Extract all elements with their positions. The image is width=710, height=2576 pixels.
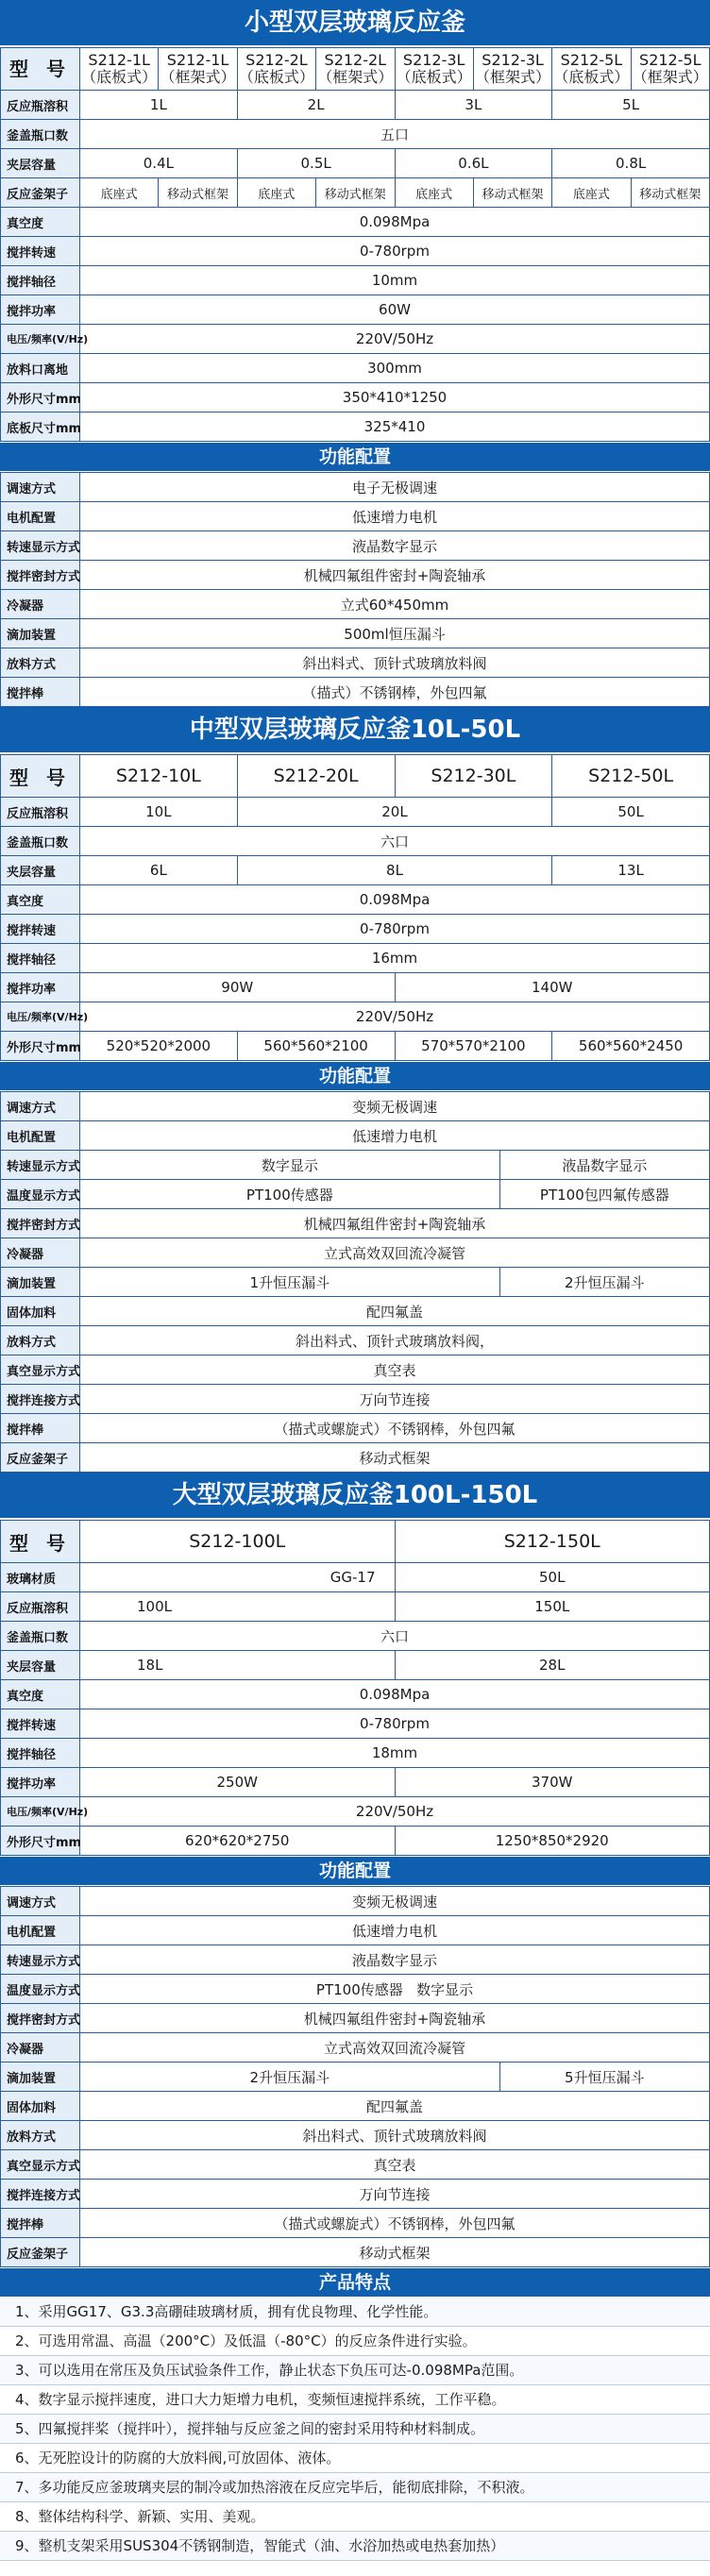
row-label: 搅拌棒 [1, 678, 80, 707]
value-cell: 500ml恒压漏斗 [80, 619, 710, 648]
feature-item: 9、整机支架采用SUS304不锈钢制造，智能式（油、水浴加热或电热套加热） [0, 2532, 710, 2561]
value-cell: 100L [80, 1592, 396, 1622]
row-label: 电机配置 [1, 502, 80, 531]
model-cell: S212-30L [395, 755, 552, 798]
value-cell: 底座式 [80, 178, 159, 208]
value-cell: 0-780rpm [80, 237, 710, 266]
spec-row [1, 91, 710, 120]
func-row [1, 2209, 710, 2238]
model-row [1, 755, 710, 798]
value-cell: 移动式框架 [80, 1443, 710, 1473]
spec-row [1, 973, 710, 1002]
row-label: 搅拌轴径 [1, 1739, 80, 1768]
value-cell: 1升恒压漏斗 [80, 1268, 500, 1297]
row-label: 放料方式 [1, 2121, 80, 2150]
func-row [1, 1414, 710, 1443]
value-cell: 机械四氟组件密封+陶瓷轴承 [80, 2004, 710, 2033]
value-cell: 10mm [80, 266, 710, 295]
row-label: 滴加装置 [1, 1268, 80, 1297]
model-cell: S212-100L [80, 1521, 396, 1563]
spec-row [1, 149, 710, 178]
row-label: 釜盖瓶口数 [1, 827, 80, 856]
spec-row [1, 1797, 710, 1827]
spec-row [1, 856, 710, 885]
value-cell: 0.4L [80, 149, 238, 178]
value-cell: 斜出料式、顶针式玻璃放料阀 [80, 2121, 710, 2150]
value-cell: 560*560*2450 [552, 1032, 710, 1061]
feature-item: 6、无死腔设计的防腐的大放料阀,可放固体、液体。 [0, 2444, 710, 2473]
value-cell: 万向节连接 [80, 1385, 710, 1414]
value-cell: 620*620*2750 [80, 1827, 396, 1856]
value-cell: 移动式框架 [631, 178, 709, 208]
value-cell: 数字显示 [80, 1151, 500, 1180]
spec-row [1, 120, 710, 149]
row-label: 外形尺寸mm [1, 383, 80, 412]
value-cell: 16mm [80, 944, 710, 973]
func-row [1, 2238, 710, 2267]
func-row [1, 1887, 710, 1916]
spec-row [1, 295, 710, 325]
row-label: 搅拌转速 [1, 1709, 80, 1739]
row-label: 搅拌棒 [1, 2209, 80, 2238]
value-cell: 0.5L [237, 149, 395, 178]
value-cell: 斜出料式、顶针式玻璃放料阀 [80, 648, 710, 678]
func-row [1, 2180, 710, 2209]
value-cell: 变频无极调速 [80, 1887, 710, 1916]
value-cell: 0-780rpm [80, 1709, 710, 1739]
value-cell: 560*560*2100 [237, 1032, 395, 1061]
func-row [1, 648, 710, 678]
value-cell: （描式或螺旋式）不锈钢棒，外包四氟 [80, 2209, 710, 2238]
row-label: 玻璃材质 [1, 1563, 80, 1592]
value-cell: 低速增力电机 [80, 1121, 710, 1151]
value-cell: 6L [80, 856, 238, 885]
value-cell: 5L [552, 91, 710, 120]
spec-row [1, 1827, 710, 1856]
spec-row [1, 325, 710, 354]
medium-function-title: 功能配置 [0, 1061, 710, 1091]
value-cell: 五口 [80, 120, 710, 149]
feature-item: 5、四氟搅拌桨（搅拌叶），搅拌轴与反应釜之间的密封采用特种材料制成。 [0, 2415, 710, 2444]
value-cell: 移动式框架 [316, 178, 395, 208]
medium-reactor-title: 中型双层玻璃反应釜10L-50L [0, 707, 710, 754]
row-label: 放料口离地 [1, 354, 80, 383]
value-cell: 0.098Mpa [80, 885, 710, 915]
row-label: 搅拌轴径 [1, 266, 80, 295]
row-label: 反应釜架子 [1, 178, 80, 208]
row-label: 真空度 [1, 1680, 80, 1709]
row-label: 反应瓶溶积 [1, 798, 80, 827]
value-cell: 0.098Mpa [80, 1680, 710, 1709]
row-label: 反应瓶溶积 [1, 91, 80, 120]
small-function-title: 功能配置 [0, 442, 710, 472]
model-cell: S212-10L [80, 755, 238, 798]
row-label: 外形尺寸mm [1, 1827, 80, 1856]
func-row [1, 678, 710, 707]
value-cell: 370W [395, 1768, 710, 1797]
value-cell: 液晶数字显示 [499, 1151, 709, 1180]
func-row [1, 1092, 710, 1121]
value-cell: 220V/50Hz [80, 325, 710, 354]
value-cell: 2L [237, 91, 395, 120]
value-cell: 0.6L [395, 149, 552, 178]
row-label: 温度显示方式 [1, 1975, 80, 2004]
row-label: 反应釜架子 [1, 2238, 80, 2267]
value-cell: 3L [395, 91, 552, 120]
value-cell: 18mm [80, 1739, 710, 1768]
func-row [1, 1297, 710, 1326]
model-label: 型 号 [1, 1521, 80, 1563]
spec-row [1, 1622, 710, 1651]
value-cell: 移动式框架 [80, 2238, 710, 2267]
row-label: 釜盖瓶口数 [1, 1622, 80, 1651]
medium-function-table [0, 1091, 710, 1473]
model-cell: S212-2L （底板式） [237, 48, 315, 91]
value-cell: 50L [552, 798, 710, 827]
func-row [1, 1151, 710, 1180]
value-cell: 机械四氟组件密封+陶瓷轴承 [80, 1209, 710, 1238]
func-row [1, 2004, 710, 2033]
value-cell: 万向节连接 [80, 2180, 710, 2209]
row-label: 调速方式 [1, 1887, 80, 1916]
row-label: 电压/频率(V/Hz) [1, 1002, 80, 1032]
feature-item: 8、整体结构科学、新颖、实用、美观。 [0, 2502, 710, 2532]
spec-row [1, 208, 710, 237]
func-row [1, 2121, 710, 2150]
func-row [1, 1238, 710, 1268]
func-row [1, 1975, 710, 2004]
row-label: 搅拌功率 [1, 1768, 80, 1797]
large-reactor-title: 大型双层玻璃反应釜100L-150L [0, 1473, 710, 1520]
value-cell: 10L [80, 798, 238, 827]
func-row [1, 1945, 710, 1975]
func-row [1, 2150, 710, 2180]
value-cell: 斜出料式、顶针式玻璃放料阀， [80, 1326, 710, 1355]
row-label: 冷凝器 [1, 1238, 80, 1268]
value-cell: 底座式 [552, 178, 631, 208]
value-cell: 570*570*2100 [395, 1032, 552, 1061]
func-row [1, 2033, 710, 2062]
feature-item: 3、可以选用在常压及负压试验条件工作，静止状态下负压可达-0.098MPa范围。 [0, 2356, 710, 2385]
small-spec-table [0, 47, 710, 442]
value-cell: 低速增力电机 [80, 502, 710, 531]
row-label: 搅拌功率 [1, 973, 80, 1002]
value-cell: 六口 [80, 1622, 710, 1651]
model-row [1, 48, 710, 91]
small-function-table [0, 472, 710, 707]
features-list [0, 2298, 710, 2561]
value-cell: 液晶数字显示 [80, 1945, 710, 1975]
spec-row [1, 1651, 710, 1680]
value-cell: 立式高效双回流冷凝管 [80, 1238, 710, 1268]
func-row [1, 2062, 710, 2092]
spec-row [1, 1592, 710, 1622]
value-cell: 220V/50Hz [80, 1002, 710, 1032]
value-cell: 18L [80, 1651, 396, 1680]
func-row [1, 502, 710, 531]
func-row [1, 1268, 710, 1297]
value-cell: 变频无极调速 [80, 1092, 710, 1121]
value-cell: 真空表 [80, 2150, 710, 2180]
value-cell: 220V/50Hz [80, 1797, 710, 1827]
model-label: 型 号 [1, 755, 80, 798]
feature-item: 7、多功能反应釜玻璃夹层的制冷或加热溶液在反应完毕后，能彻底排除，不积液。 [0, 2473, 710, 2502]
value-cell: 350*410*1250 [80, 383, 710, 412]
spec-row [1, 1563, 710, 1592]
value-cell: 立式高效双回流冷凝管 [80, 2033, 710, 2062]
spec-row [1, 798, 710, 827]
spec-row [1, 1739, 710, 1768]
medium-spec-table [0, 754, 710, 1061]
model-cell: S212-2L （框架式） [316, 48, 395, 91]
spec-row [1, 827, 710, 856]
func-row [1, 2092, 710, 2121]
func-row [1, 1355, 710, 1385]
spec-row [1, 266, 710, 295]
value-cell: 2升恒压漏斗 [80, 2062, 500, 2092]
value-cell: （描式或螺旋式）不锈钢棒，外包四氟 [80, 1414, 710, 1443]
spec-row [1, 354, 710, 383]
row-label: 底板尺寸mm [1, 412, 80, 442]
row-label: 电压/频率(V/Hz) [1, 325, 80, 354]
func-row [1, 619, 710, 648]
row-label: 真空度 [1, 885, 80, 915]
func-row [1, 1916, 710, 1945]
spec-row [1, 178, 710, 208]
feature-item: 2、可选用常温、高温（200°C）及低温（-80°C）的反应条件进行实验。 [0, 2327, 710, 2356]
value-cell: 1250*850*2920 [395, 1827, 710, 1856]
value-cell: 28L [395, 1651, 710, 1680]
value-cell: GG-17 [80, 1563, 396, 1592]
value-cell: 液晶数字显示 [80, 531, 710, 561]
row-label: 搅拌转速 [1, 915, 80, 944]
row-label: 电压/频率(V/Hz) [1, 1797, 80, 1827]
row-label: 冷凝器 [1, 2033, 80, 2062]
row-label: 转速显示方式 [1, 1151, 80, 1180]
row-label: 外形尺寸mm [1, 1032, 80, 1061]
model-cell: S212-3L （底板式） [395, 48, 473, 91]
spec-row [1, 944, 710, 973]
row-label: 夹层容量 [1, 149, 80, 178]
model-cell: S212-5L （框架式） [631, 48, 709, 91]
row-label: 放料方式 [1, 1326, 80, 1355]
value-cell: 8L [237, 856, 552, 885]
value-cell: 六口 [80, 827, 710, 856]
value-cell: 底座式 [237, 178, 315, 208]
row-label: 放料方式 [1, 648, 80, 678]
row-label: 搅拌密封方式 [1, 561, 80, 590]
func-row [1, 590, 710, 619]
value-cell: 机械四氟组件密封+陶瓷轴承 [80, 561, 710, 590]
row-label: 搅拌功率 [1, 295, 80, 325]
features-title: 产品特点 [0, 2267, 710, 2298]
value-cell: 移动式框架 [159, 178, 237, 208]
row-label: 釜盖瓶口数 [1, 120, 80, 149]
row-label: 调速方式 [1, 473, 80, 502]
spec-row [1, 1002, 710, 1032]
func-row [1, 531, 710, 561]
model-cell: S212-5L （底板式） [552, 48, 631, 91]
value-cell: 60W [80, 295, 710, 325]
value-cell: 电子无极调速 [80, 473, 710, 502]
value-cell: PT100传感器 数字显示 [80, 1975, 710, 2004]
row-label: 真空显示方式 [1, 2150, 80, 2180]
func-row [1, 473, 710, 502]
func-row [1, 1326, 710, 1355]
row-label: 搅拌转速 [1, 237, 80, 266]
value-cell: 0.8L [552, 149, 710, 178]
value-cell: 真空表 [80, 1355, 710, 1385]
row-label: 固体加料 [1, 1297, 80, 1326]
value-cell: 配四氟盖 [80, 1297, 710, 1326]
row-label: 转速显示方式 [1, 531, 80, 561]
value-cell: 5升恒压漏斗 [499, 2062, 709, 2092]
value-cell: 1L [80, 91, 238, 120]
large-function-table [0, 1886, 710, 2267]
func-row [1, 1121, 710, 1151]
spec-row [1, 383, 710, 412]
value-cell: 移动式框架 [473, 178, 551, 208]
model-cell: S212-1L （底板式） [80, 48, 159, 91]
func-row [1, 1180, 710, 1209]
row-label: 冷凝器 [1, 590, 80, 619]
value-cell: 250W [80, 1768, 396, 1797]
value-cell: 90W [80, 973, 396, 1002]
spec-row [1, 237, 710, 266]
row-label: 真空显示方式 [1, 1355, 80, 1385]
row-label: 温度显示方式 [1, 1180, 80, 1209]
func-row [1, 1209, 710, 1238]
feature-item: 1、采用GG17、G3.3高硼硅玻璃材质，拥有优良物理、化学性能。 [0, 2298, 710, 2327]
value-cell: 0-780rpm [80, 915, 710, 944]
value-cell: 0.098Mpa [80, 208, 710, 237]
spec-row [1, 1709, 710, 1739]
row-label: 搅拌棒 [1, 1414, 80, 1443]
row-label: 夹层容量 [1, 856, 80, 885]
row-label: 电机配置 [1, 1121, 80, 1151]
spec-row [1, 915, 710, 944]
row-label: 反应釜架子 [1, 1443, 80, 1473]
value-cell: 立式60*450mm [80, 590, 710, 619]
value-cell: 20L [237, 798, 552, 827]
row-label: 调速方式 [1, 1092, 80, 1121]
model-cell: S212-1L （框架式） [159, 48, 237, 91]
row-label: 搅拌密封方式 [1, 2004, 80, 2033]
value-cell: 2升恒压漏斗 [499, 1268, 709, 1297]
model-label: 型 号 [1, 48, 80, 91]
model-cell: S212-150L [395, 1521, 710, 1563]
feature-item: 4、数字显示搅拌速度，进口大力矩增力电机，变频恒速搅拌系统，工作平稳。 [0, 2385, 710, 2415]
value-cell: 520*520*2000 [80, 1032, 238, 1061]
model-cell: S212-50L [552, 755, 710, 798]
func-row [1, 561, 710, 590]
model-row [1, 1521, 710, 1563]
value-cell: 底座式 [395, 178, 473, 208]
small-reactor-title: 小型双层玻璃反应釜 [0, 0, 710, 47]
spec-row [1, 412, 710, 442]
value-cell: 150L [395, 1592, 710, 1622]
func-row [1, 1385, 710, 1414]
row-label: 转速显示方式 [1, 1945, 80, 1975]
row-label: 反应瓶溶积 [1, 1592, 80, 1622]
value-cell: 配四氟盖 [80, 2092, 710, 2121]
large-spec-table [0, 1520, 710, 1856]
row-label: 电机配置 [1, 1916, 80, 1945]
value-cell: 325*410 [80, 412, 710, 442]
spec-row [1, 885, 710, 915]
value-cell: 低速增力电机 [80, 1916, 710, 1945]
func-row [1, 1443, 710, 1473]
value-cell: 13L [552, 856, 710, 885]
large-function-title: 功能配置 [0, 1856, 710, 1886]
row-label: 固体加料 [1, 2092, 80, 2121]
spec-row [1, 1768, 710, 1797]
value-cell: PT100包四氟传感器 [499, 1180, 709, 1209]
value-cell: 140W [395, 973, 710, 1002]
row-label: 搅拌连接方式 [1, 2180, 80, 2209]
row-label: 夹层容量 [1, 1651, 80, 1680]
value-cell: （描式）不锈钢棒，外包四氟 [80, 678, 710, 707]
spec-row [1, 1032, 710, 1061]
model-cell: S212-20L [237, 755, 395, 798]
row-label: 搅拌轴径 [1, 944, 80, 973]
row-label: 滴加装置 [1, 2062, 80, 2092]
row-label: 搅拌连接方式 [1, 1385, 80, 1414]
spec-row [1, 1680, 710, 1709]
model-cell: S212-3L （框架式） [473, 48, 551, 91]
value-cell: 50L [395, 1563, 710, 1592]
value-cell: 300mm [80, 354, 710, 383]
value-cell: PT100传感器 [80, 1180, 500, 1209]
row-label: 搅拌密封方式 [1, 1209, 80, 1238]
row-label: 滴加装置 [1, 619, 80, 648]
row-label: 真空度 [1, 208, 80, 237]
